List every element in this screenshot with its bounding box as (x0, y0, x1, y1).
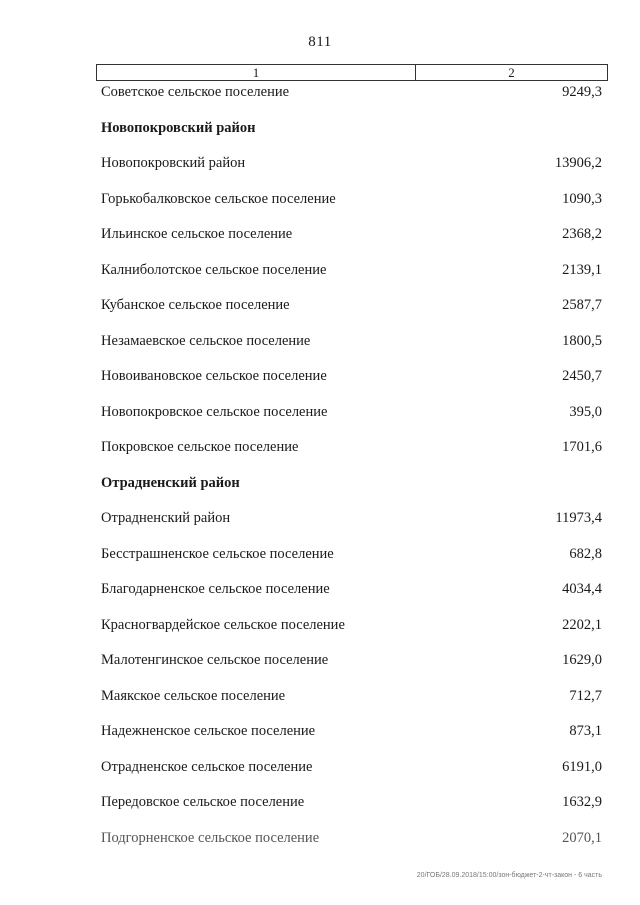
table-row (0, 260, 640, 296)
row-value: 712,7 (569, 687, 602, 704)
row-name: Калниболотское сельское поселение (101, 261, 327, 278)
row-value: 1632,9 (562, 794, 602, 810)
row-value: 2587,7 (562, 297, 602, 313)
section-heading (0, 473, 640, 509)
table-row (0, 366, 640, 402)
footer-stamp: 20/ГОБ/28.09.2018/15:00/зон-бюджет-2-чт-закон - 6 часть (416, 872, 602, 879)
table-row (0, 792, 640, 828)
row-value: 6191,0 (562, 758, 602, 775)
row-name: Новопокровское сельское поселение (101, 403, 328, 420)
table-row (0, 757, 640, 793)
section-heading-label: Отрадненский район (101, 474, 240, 491)
row-value: 395,0 (569, 403, 602, 420)
table-row (0, 189, 640, 225)
table-row (0, 224, 640, 260)
table-row (0, 331, 640, 367)
row-value: 1629,0 (562, 652, 602, 668)
row-name: Советское сельское поселение (101, 84, 290, 100)
row-name: Маякское сельское поселение (101, 687, 286, 704)
row-name: Малотенгинское сельское поселение (101, 652, 329, 668)
row-value: 873,1 (569, 723, 602, 739)
table-row (0, 828, 640, 864)
table-row (0, 437, 640, 473)
table-row (0, 295, 640, 331)
table-row (0, 508, 640, 544)
row-value: 682,8 (569, 545, 602, 562)
section-heading-label: Новопокровский район (101, 119, 256, 136)
table-row (0, 615, 640, 651)
row-name: Новопокровский район (101, 155, 246, 171)
row-name: Покровское сельское поселение (101, 439, 299, 455)
row-name: Горькобалковское сельское поселение (101, 190, 336, 207)
row-name: Благодарненское сельское поселение (101, 581, 330, 597)
page-number: 811 (308, 34, 332, 50)
row-name: Незамаевское сельское поселение (101, 332, 311, 349)
table-header (96, 64, 608, 81)
row-name: Подгорненское сельское поселение (101, 829, 320, 846)
table-row (0, 579, 640, 615)
table-row (0, 153, 640, 189)
row-value: 4034,4 (562, 581, 602, 597)
row-value: 2070,1 (562, 829, 602, 846)
table-row (0, 402, 640, 438)
row-value: 2368,2 (562, 226, 602, 242)
row-value: 1701,6 (562, 439, 602, 455)
table-header-col1: 1 (97, 65, 416, 80)
row-name: Кубанское сельское поселение (101, 297, 290, 313)
row-value: 1090,3 (562, 190, 602, 207)
table-header-col2: 2 (508, 65, 515, 80)
row-value: 9249,3 (562, 84, 602, 100)
row-name: Отрадненский район (101, 510, 231, 526)
section-heading (0, 118, 640, 154)
row-value: 2202,1 (562, 616, 602, 633)
row-name: Передовское сельское поселение (101, 794, 305, 810)
table-body (0, 82, 640, 863)
table-row (0, 544, 640, 580)
row-name: Красногвардейское сельское поселение (101, 616, 345, 633)
table-row (0, 650, 640, 686)
row-value: 13906,2 (554, 155, 602, 171)
table-row (0, 686, 640, 722)
table-row (0, 721, 640, 757)
row-name: Новоивановское сельское поселение (101, 368, 327, 384)
row-name: Отрадненское сельское поселение (101, 758, 313, 775)
row-value: 1800,5 (562, 332, 602, 349)
row-name: Бесстрашненское сельское поселение (101, 545, 334, 562)
row-value: 2139,1 (562, 261, 602, 278)
row-name: Ильинское сельское поселение (101, 226, 293, 242)
table-row (0, 82, 640, 118)
row-value: 2450,7 (562, 368, 602, 384)
row-name: Надежненское сельское поселение (101, 723, 316, 739)
row-value: 11973,4 (555, 510, 602, 526)
